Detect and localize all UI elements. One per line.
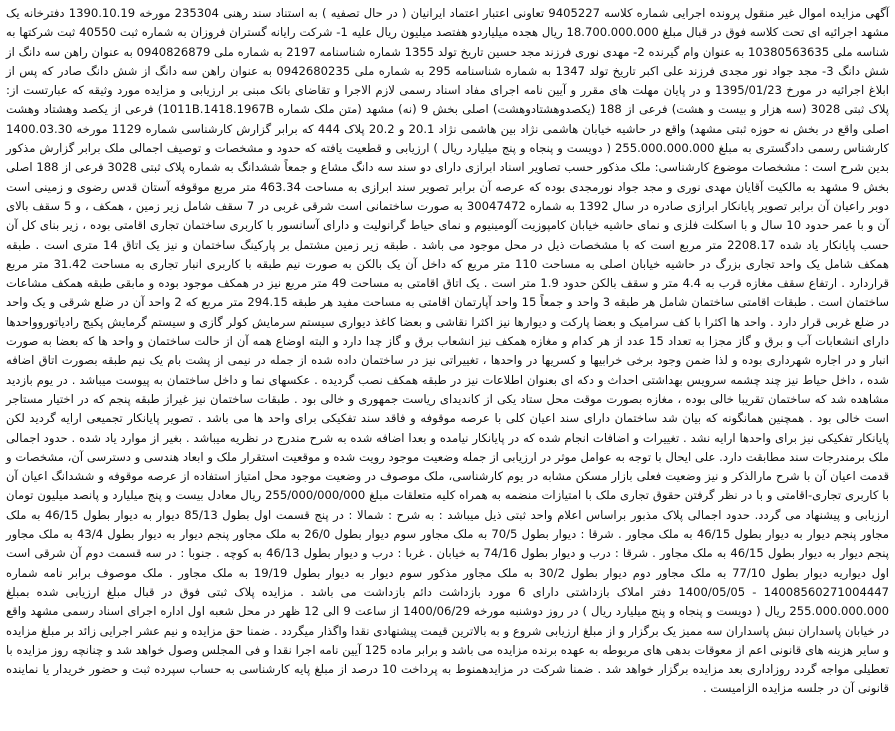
auction-notice-text: آگهی مزایده اموال غیر منقول پرونده اجرایی شماره کلاسه 9405227 تعاونی اعتبار اعتماد ایرانیان ( در حال تصفیه ) به استناد سند رهنی 235304 مورخه 1390.10.19 دفترخانه یک مشهد اجرائیه ای تحت کلاسه فوق در قبال مبلغ 18.700.000.000 ریال هجده میلیاردو هفتصد میلیون ریال علیه 1- شرکت رایانه گستران فروزان به شماره ثبت 40550 ثبت شرکتها به شناسه ملی 10380563635 به عنوان وام گیرنده 2- مهدی نوری فرزند مجد حسین تاریخ تولد 1355 شماره شناسنامه 2197 به شماره ملی 0940826879 به عنوان راهن سه دانگ از شش دانگ 3- مجد جواد نور مجدی فرزند علی اکبر تاریخ تولد 1347 به شماره شناسنامه 295 به شماره ملی 0942680235 به عنوان راهن سه دانگ از شش دانگ صادر که پس از ابلاغ اجرائیه در مورخ 1395/01/23 و در پایان مهلت های مقرر و آیین نامه اجرای مفاد اسناد رسمی لازم الاجرا و تقاضای بانک مبنی بر ارزیابی و مزایده مورد وثیقه که عبارتست از: پلاک ثبتی 3028 (سه هزار و بیست و هشت) فرعی از 188 (یکصدوهشتادوهشت) اصلی بخش 9 (نه) مشهد (متن ملک شماره 1011B.1418.1967B) فرعی از یکصد وهشتاد وهشت اصلی واقع در بخش نه حوزه ثبتی مشهد) واقع در حاشیه خیابان هاشمی نژاد بین هاشمی نژاد 20.1 و 20.2 پلاک 444 که برابر گزارش کارشناسی شماره 1129 مورخه 1400.03.30 کارشناس رسمی دادگستری به مبلغ 255.000.000.000 ( دویست و پنجاه و پنج میلیارد ریال ) ارزیابی و قطعیت یافته که حدود و مشخصات و توصیف اجمالی ملک برابر گزارش مذکور بدین شرح است : مشخصات موضوع کارشناسی: ملک مذکور حسب تصاویر اسناد ابرازی دارای دو سند سه دانگ مشاع و جمعاً ششدانگ به شماره پلاک ثبتی 3028 فرعی از 188 اصلی بخش 9 مشهد به مالکیت آقایان مهدی نوری و مجد جواد نورمجدی بوده که عرصه آن برابر تصویر سند ابرازی به مساحت 463.34 متر مربع موقوفه آستان قدس رضوی و زمینی است دوبر راعیان آن برابر تصویر پایانکار ابرازی صادره در سال 1392 به شماره 30047472 به صورت ساختمانی است شرقی غربی در 7 سقف شامل زیر زمین ، همکف ، و 5 سقف بالای آن و با عمر حدود 10 سال و با اسکلت فلزی و نمای حاشیه خیابان کامپوزیت آلومینیوم و نمای حیاط گرانولیت و دارای آسانسور با کاربری ساختمان تجاری اقامتی بوده ، زیر بنای کل آن حسب پایانکار یاد شده 2208.17 متر مربع است که با مشخصات ذیل در محل موجود می باشد . طبقه زیر زمین مشتمل بر پارکینگ ساختمان و نیز یک اتاق 14 متری است . طبقه همکف شامل یک واحد تجاری بزرگ در حاشیه خیابان اصلی به مساحت 110 متر مربع که داخل آن یک بالکن به صورت نیم طبقه با کاربری انبار تجاری به مساحت 31.42 متر مربع قراردارد . ارتفاع سقف مغازه قرب به 4.4 متر و سقف بالکن حدود 1.9 متر است . یک اتاق اقامتی به مساحت 49 متر مربع نیز در همکف موجود بوده و مابقی طبقه همکف مشاعات ساختمان است . طبقات اقامتی ساختمان شامل هر طبقه 3 واحد و جمعاً 15 واحد آپارتمان اقامتی به مساحت مفید هر طبقه 294.15 متر مربع که 2 واحد آن در ضلع شرقی و یک واحد در ضلع غربی قرار دارد . واحد ها اکثرا با کف سرامیک و بعضا پارکت و دیوارها نیز اکثرا نقاشی و بعضا کاغذ دیواری سیستم سرمایش کولر گازی و سیستم گرمایش پکیج رادیاتوروواحدها دارای انشعابات آب و برق و گاز مجزا به تعداد 15 عدد از هر کدام و مغازه همکف نیز انشعاب برق و گاز چدا دارد و البته اوضاع همه آن از حالت ساختمان و واحد ها که بعضا به صورت انبار و در اجاره شهرداری بوده و لذا ضمن وجود برخی خرابیها و کسریها در واحدها ، تغییراتی نیز در ساختمان داده شده از جمله در نیمی از پشت بام یک نیم طبقه بصورت اتاق اضافه شده ، داخل حیاط نیز چند چشمه سرویس بهداشتی احداث و دکه ای بعنوان اطلاعات نیز در طبقه همکف نصب گردیده . عکسهای نما و داخل ساختمان به پیوست میباشد . در یوم بازدید مشاهده شد که ساختمان تقریبا خالی بوده ، مغازه بصورت موقت محل ستاد یکی از کاندیدای ریاست جمهوری و خالی بود . طبقات ساختمان نیز غیراز طبقه پنجم که در اختیار مستاجر است خالی بود . همچنین همانگونه که بیان شد ساختمان دارای سند اعیان کلی با عرصه موقوفه و فاقد سند تفکیکی برای واحد ها می باشد . تصویر پایانکار تجمیعی ارایه گردید لکن پایانکار تفکیکی نیز برای واحدها ارایه نشد . تغییرات و اضافات انجام شده که در پایانکار نیامده و بعدا اضافه شده به شرح مندرج در نظریه میباشد . بغیر از موارد یاد شده . حدود اجمالی ملک برمندرجات سند مطابقت دارد. علی ایحال با توجه به عوامل موثر در ارزیابی از جمله وضعیت موجود رویت شده و موقعیت استقرار ملک و ابعاد هندسی و دسترسی آن، مشخصات و قدمت اعیان آن با شرح مارالذکر و نیز وضعیت فعلی بازار مسکن مشابه در یوم کارشناسی، ملک موصوف در وضعیت موجود محل امتیاز استفاده از عرصه موقوفه و ششدانگ اعیان آن با کاربری تجاری-اقامتی و با در نظر گرفتن حقوق تجاری ملک با امتیازات منضمه به همراه کلیه متعلقات مبلغ 255/000/000/000 ریال معادل بیست و پنج میلیارد و پانصد میلیون تومان ارزیابی و پیشنهاد می گردد. حدود اجمالی پلاک مذبور براساس اعلام واحد ثبتی ذیل میباشد : به شرح : شمالا : در پنج قسمت اول بطول 85/13 دیوار به دیوار بطول 46/15 به ملک مجاور پنجم دیوار به دیوار بطول 46/15 به ملک مجاور . شرقا : دیوار بطول 70/5 به ملک مجاور سوم دیوار بطول 26/0 به ملک مجاور پنجم دیوار به دیوار بطول 43/4 به ملک مجاور پنجم دیوار به دیوار بطول 46/15 به ملک مجاور . شرقا : درب و دیوار بطول 74/16 به خیابان . غربا : درب و دیوار بطول 46/13 به کوچه . جنوبا : در سه قسمت دوم آن شرقی است اول دیواریه دیوار بطول 77/10 به ملک مجاور دوم دیوار بطول 30/2 به ملک مجاور مذکور سوم دیوار به دیوار بطول 19/19 به ملک مجاور . ملک موصوف برابر نامه شماره 14008560271004447 - 1400/05/05 دفتر املاک بازداشتی دارای 6 مورد بازداشت دائم بازداشت می باشد . مزایده پلاک ثبتی فوق در قبال مبلغ ارزیابی شده بمبلغ 255.000.000.000 ریال ( دویست و پنجاه و پنج میلیارد ریال ) در روز دوشنبه مورخه 1400/06/29 از ساعت 9 الی 12 ظهر در محل شعبه اول اداره اجرای اسناد رسمی مشهد واقع در خیابان پاسداران نبش پاسداران سه ممیز یک برگزار و از مبلغ ارزیابی شروع و به بالاترین قیمت پیشنهادی نقدا واگذار میگردد . ضمنا حق مزایده و نیم عشر اجرایی زائد بر مبلغ مزایده و سایر هزینه های قانونی اعم از معوقات بدهی های مربوطه به عهده برنده مزایده می باشد و برابر ماده 125 آیین نامه اجرا نقدا و فی المجلس وصول خواهد شد و چنانچه روز مزایده با تعطیلی مواجه گردد روزاداری بعد مزایده برگزار خواهد شد . ضمنا شرکت در مزایدهمنوط به پرداخت 10 درصد از مبلغ پایه کارشناسی به حساب سپرده ثبت و حضور خریدار یا نماینده قانونی آن در جلسه مزایده الزامیست . bbox=[6, 6, 890, 696]
